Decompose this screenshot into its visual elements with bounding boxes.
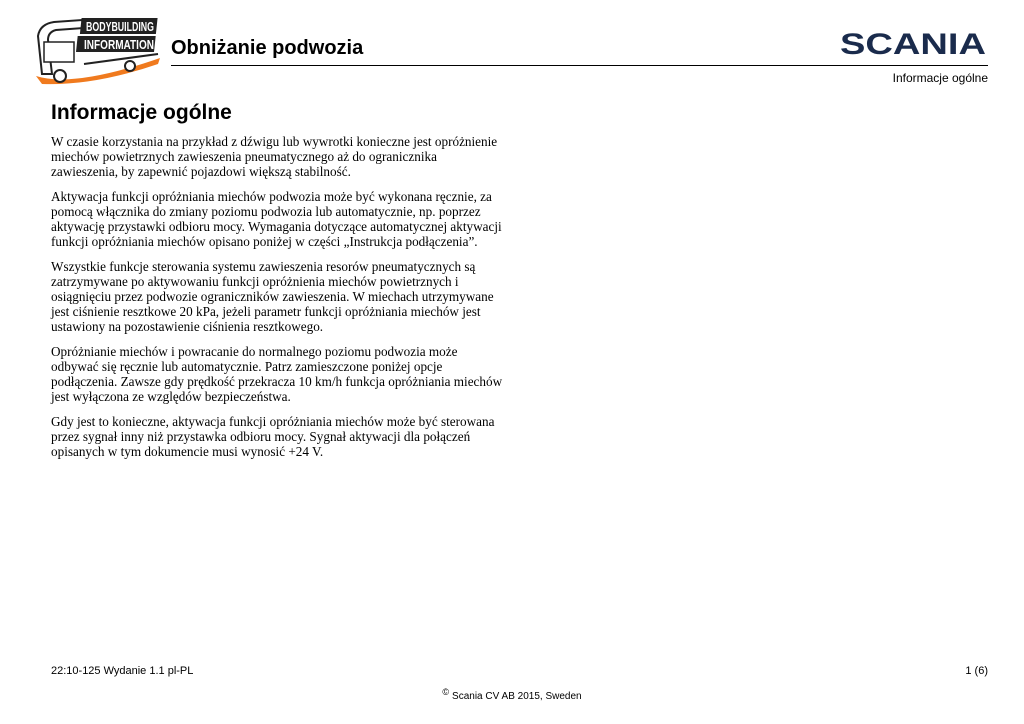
paragraph: Aktywacja funkcji opróżniania miechów podwozia może być wykonana ręcznie, za pomocą włącznika do zmiany poziomu podwozia lub automatycznie, np. poprzez aktywację przystawki odbioru mocy. Wymagania dotyczące automatycznej aktywacji funkcji opróżniania miechów opisano poniżej w części „Instrukcja podłączenia”. — [51, 189, 502, 249]
bodybuilding-information-logo — [34, 14, 162, 90]
logo-line1: BODYBUILDING — [86, 19, 154, 34]
copyright-text: Scania CV AB 2015, Sweden — [452, 691, 582, 702]
scania-logo — [840, 28, 988, 61]
truck-windshield-icon — [44, 42, 74, 62]
paragraph: Wszystkie funkcje sterowania systemu zawieszenia resorów pneumatycznych są zatrzymywane po aktywowaniu funkcji opróżnienia miechów powietrznych i osiągnięciu przez podwozie ograniczników zawieszenia. W miechach utrzymywane jest ciśnienie resztkowe 20 kPa, jeżeli parametr funkcji opróżniania miechów jest ustawiony na pozostawienie ciśnienia resztkowego. — [51, 259, 494, 334]
document-title: Obniżanie podwozia — [171, 37, 364, 59]
document-reference: 22:10-125 Wydanie 1.1 pl-PL — [51, 665, 194, 677]
truck-wheel-icon — [54, 70, 66, 82]
section-label: Informacje ogólne — [892, 71, 988, 85]
paragraph: W czasie korzystania na przykład z dźwigu lub wywrotki konieczne jest opróżnienie miechów powietrznych zawieszenia pneumatycznego aż do ogranicznika zawieszenia, by zapewnić pojazdowi większą stabilność. — [51, 134, 498, 179]
paragraph: Opróżnianie miechów i powracanie do normalnego poziomu podwozia może odbywać się ręcznie lub automatycznie. Patrz zamieszczone poniżej opcje podłączenia. Zawsze gdy prędkość przekracza 10 km/h funkcja opróżniania miechów jest wyłączona ze względów bezpieczeństwa. — [51, 344, 503, 404]
section-heading: Informacje ogólne — [51, 101, 232, 124]
paragraph: Gdy jest to konieczne, aktywacja funkcji opróżniania miechów może być sterowana przez sygnał inny niż przystawka odbioru mocy. Sygnał aktywacji dla połączeń opisanych w tym dokumencie musi wynosić +24 V. — [51, 414, 495, 459]
header-divider — [171, 65, 988, 66]
logo-line2: INFORMATION — [84, 37, 154, 52]
main-content — [51, 100, 506, 469]
copyright-notice — [0, 687, 1024, 702]
copyright-icon: © — [442, 687, 450, 697]
brand-wordmark: SCANIA — [840, 28, 986, 61]
page-number: 1 (6) — [965, 665, 988, 677]
trailer-wheel-icon — [125, 61, 135, 71]
